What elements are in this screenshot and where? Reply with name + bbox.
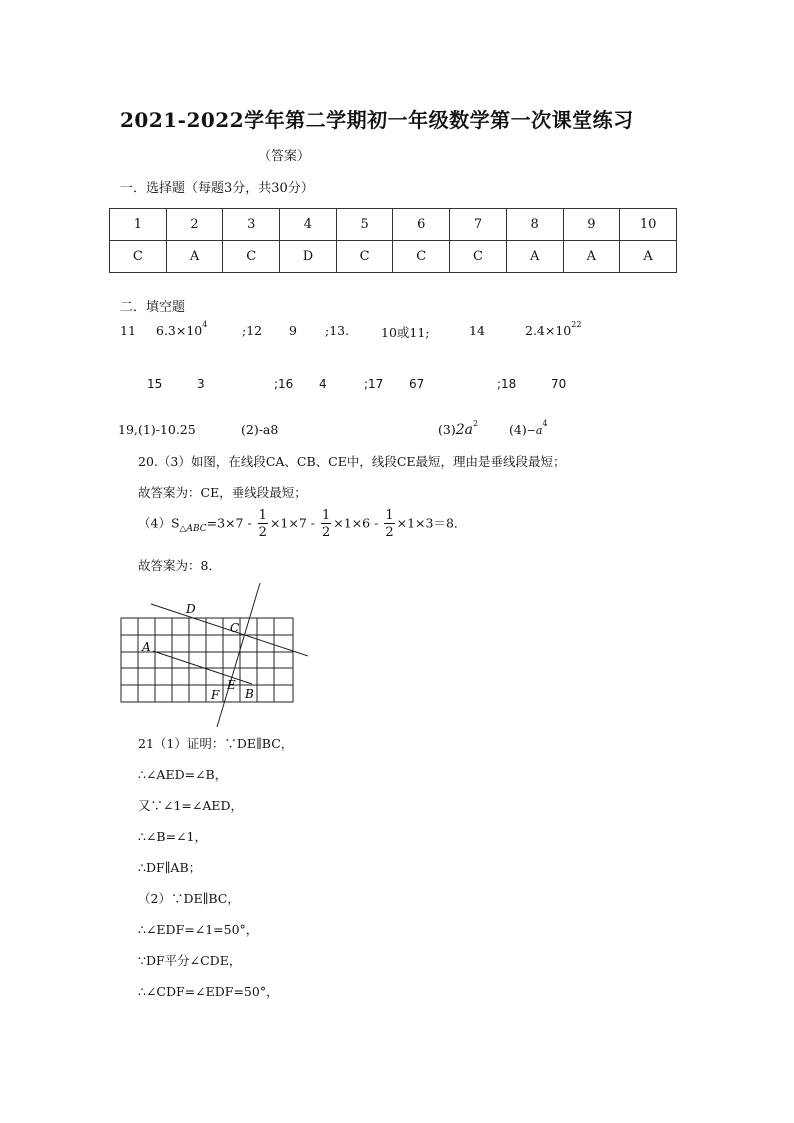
page-subtitle: （答案） xyxy=(258,149,311,164)
q21-line-6: （2）∵DE∥BC， xyxy=(138,891,240,906)
q11-exponent: 4 xyxy=(202,320,208,329)
geometry-lines xyxy=(151,583,308,727)
answer-table-number-row xyxy=(110,209,677,241)
question-number-cell: 9 xyxy=(563,209,620,241)
point-label-c: C xyxy=(230,621,240,635)
area-expression-subscript: △ABC xyxy=(179,524,207,534)
answer-cell: A xyxy=(166,241,223,273)
q20-line-4: 故答案为：8． xyxy=(138,558,221,573)
q14-base: 2.4×10 xyxy=(525,323,572,338)
q19-label: 19, xyxy=(118,422,138,437)
q21-line-7: ∴∠EDF=∠1=50°， xyxy=(138,922,259,937)
q14-answer xyxy=(525,320,582,338)
point-label-b: B xyxy=(245,687,254,701)
q21-line-1: 21（1）证明：∵DE∥BC， xyxy=(138,736,294,751)
q12-number: ;12 xyxy=(242,323,263,338)
answer-cell: D xyxy=(280,241,337,273)
answer-cell: C xyxy=(110,241,167,273)
q13-number: ;13. xyxy=(325,323,350,338)
area-expression-b: ×1×7 - xyxy=(269,515,316,531)
q18-number: ;18 xyxy=(497,377,517,391)
question-number-cell: 4 xyxy=(280,209,337,241)
area-expression-a: =3×7 - xyxy=(206,515,252,531)
q21-line-8: ∵DF平分∠CDE， xyxy=(138,953,242,968)
point-label-d: D xyxy=(186,602,196,616)
q13-answer: 10或11; xyxy=(381,325,430,340)
area-expression-c: ×1×6 - xyxy=(333,515,379,531)
answer-cell: C xyxy=(223,241,280,273)
q20-line-2: 故答案为：CE，垂线段最短； xyxy=(138,485,307,500)
q19-part3-label: (3) xyxy=(438,422,456,437)
answer-cell: C xyxy=(336,241,393,273)
grid-lines xyxy=(121,618,293,702)
q11-base: 6.3×10 xyxy=(156,323,203,338)
question-number-cell: 3 xyxy=(223,209,280,241)
fraction-half: $\frac{1}{2}$ xyxy=(258,508,267,540)
q19-part4-exp: 4 xyxy=(542,419,548,428)
q16-number: ;16 xyxy=(274,377,294,391)
question-number-cell: 7 xyxy=(450,209,507,241)
q19-part4-label: (4) xyxy=(509,422,527,437)
answer-cell: A xyxy=(563,241,620,273)
q14-exponent: 22 xyxy=(571,320,582,329)
answer-cell: A xyxy=(620,241,677,273)
q18-answer: 70 xyxy=(551,377,567,391)
section-2-heading: 二．填空题 xyxy=(120,300,186,315)
answer-cell: C xyxy=(450,241,507,273)
q16-answer: 4 xyxy=(319,377,327,391)
fraction-half: $\frac{1}{2}$ xyxy=(322,508,331,540)
q15-answer: 3 xyxy=(197,377,205,391)
q19-part3 xyxy=(438,419,479,438)
q17-number: ;17 xyxy=(364,377,384,391)
q11-answer xyxy=(156,320,208,338)
question-number-cell: 1 xyxy=(110,209,167,241)
q21-line-2: ∴∠AED=∠B， xyxy=(138,767,228,782)
q19-part3-exp: 2 xyxy=(472,419,479,428)
question-number-cell: 8 xyxy=(506,209,563,241)
answer-cell: C xyxy=(393,241,450,273)
page-title: 2021-2022学年第二学期初一年级数学第一次课堂练习 xyxy=(120,108,634,132)
q21-line-4: ∴∠B=∠1， xyxy=(138,829,208,844)
point-label-f: F xyxy=(211,688,220,702)
q19-part4 xyxy=(509,419,548,437)
fraction-half: $\frac{1}{2}$ xyxy=(385,508,394,540)
q11-number: 11 xyxy=(120,323,136,338)
q19-part3-base: 2a xyxy=(455,422,473,438)
q15-number: 15 xyxy=(147,377,163,391)
point-label-e: E xyxy=(227,678,236,692)
area-expression-prefix: （4）S xyxy=(138,515,180,531)
point-label-a: A xyxy=(142,640,151,654)
question-number-cell: 10 xyxy=(620,209,677,241)
section-1-heading: 一．选择题（每题3分，共30分） xyxy=(120,181,314,196)
q20-line-3 xyxy=(138,509,466,539)
question-number-cell: 5 xyxy=(336,209,393,241)
answer-table-answer-row xyxy=(110,241,677,273)
q17-answer: 67 xyxy=(409,377,425,391)
q20-line-1: 20.（3）如图，在线段CA、CB、CE中，线段CE最短，理由是垂线段最短； xyxy=(138,454,566,469)
q19-part2: (2)-a8 xyxy=(241,422,279,437)
grid-figure xyxy=(100,580,330,730)
q12-answer: 9 xyxy=(289,323,297,338)
q21-line-3: 又∵∠1=∠AED， xyxy=(138,798,244,813)
q14-number: 14 xyxy=(469,323,485,338)
question-number-cell: 2 xyxy=(166,209,223,241)
answer-cell: A xyxy=(506,241,563,273)
area-expression-d: ×1×3＝8． xyxy=(396,515,467,531)
q19-part4-base: −a xyxy=(526,424,543,437)
question-number-cell: 6 xyxy=(393,209,450,241)
q21-line-5: ∴DF∥AB； xyxy=(138,860,202,875)
answer-table xyxy=(109,208,677,273)
q21-line-9: ∴∠CDF=∠EDF=50°， xyxy=(138,984,279,999)
q19-part1: (1)-10.25 xyxy=(138,422,196,437)
